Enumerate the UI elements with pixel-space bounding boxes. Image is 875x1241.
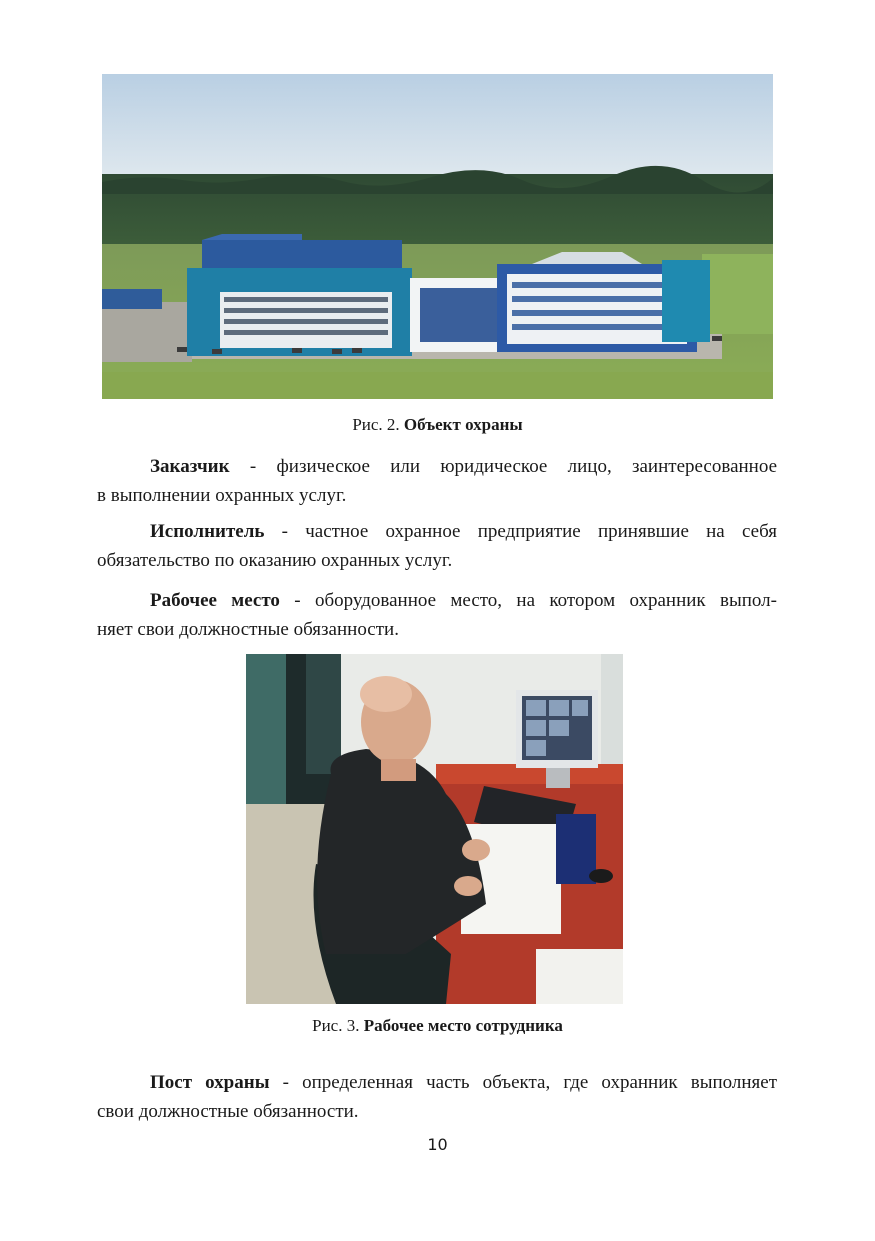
term-workplace: Рабочее место: [150, 590, 280, 611]
term-guard-post: Пост охраны: [150, 1072, 270, 1093]
definition-text: - определенная часть объекта, где охранник выполняет: [269, 1072, 778, 1093]
paragraph-line: [97, 1068, 777, 1097]
definition-text: - частное охранное предприятие принявшие на себя: [264, 521, 777, 542]
definition-text: - оборудованное место, на котором охранник выпол-: [279, 590, 777, 611]
facility-photo: [102, 74, 773, 399]
paragraph-line: свои должностные обязанности.: [97, 1101, 359, 1122]
paragraph-line: [97, 517, 777, 546]
figure-2-caption: [0, 415, 875, 435]
term-customer: Заказчик: [150, 456, 230, 477]
paragraph-line: в выполнении охранных услуг.: [97, 485, 347, 506]
paragraph-line: обязательство по оказанию охранных услуг.: [97, 550, 453, 571]
paragraph-line: [97, 586, 777, 615]
figure-2-caption-prefix: Рис. 2.: [352, 415, 400, 434]
figure-3-caption-prefix: Рис. 3.: [312, 1016, 360, 1035]
paragraph-workplace: [97, 586, 777, 644]
term-contractor: Исполнитель: [150, 521, 265, 542]
page-number: 10: [427, 1135, 448, 1154]
paragraph-guard-post: [97, 1068, 777, 1126]
paragraph-contractor: [97, 517, 777, 575]
paragraph-line: [97, 452, 777, 481]
figure-3-caption-title: Рабочее место сотрудника: [363, 1016, 563, 1035]
workplace-photo: [246, 654, 623, 1004]
paragraph-customer: [97, 452, 777, 510]
figure-3-caption: [0, 1016, 875, 1036]
figure-2-caption-title: Объект охраны: [403, 415, 523, 434]
definition-text: - физическое или юридическое лицо, заинтересованное: [229, 456, 777, 477]
paragraph-line: няет свои должностные обязанности.: [97, 619, 399, 640]
